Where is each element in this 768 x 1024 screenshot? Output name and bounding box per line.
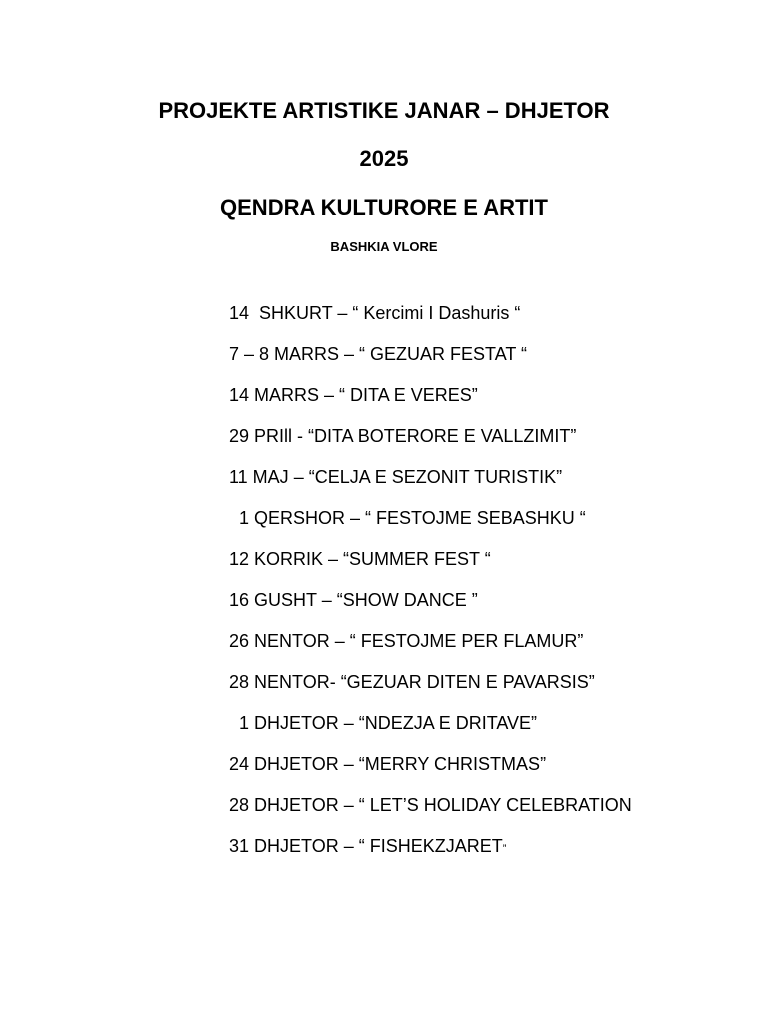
event-item: 12 KORRIK – “SUMMER FEST “ — [229, 549, 491, 569]
event-item: 26 NENTOR – “ FESTOJME PER FLAMUR” — [229, 631, 584, 651]
event-item: 16 GUSHT – “SHOW DANCE ” — [229, 590, 478, 610]
event-item: 28 DHJETOR – “ LET’S HOLIDAY CELEBRATION — [229, 795, 632, 815]
event-item: 14 MARRS – “ DITA E VERES” — [229, 385, 478, 405]
event-item: 14 SHKURT – “ Kercimi I Dashuris “ — [229, 303, 521, 323]
event-item: 1 QERSHOR – “ FESTOJME SEBASHKU “ — [229, 508, 586, 528]
event-item-text: 31 DHJETOR – “ FISHEKZJARET — [229, 836, 503, 856]
event-item-last — [229, 835, 632, 876]
closing-quote: ” — [502, 843, 507, 855]
event-item: 24 DHJETOR – “MERRY CHRISTMAS” — [229, 754, 547, 774]
event-item: 1 DHJETOR – “NDEZJA E DRITAVE” — [229, 713, 538, 733]
event-item: 29 PRIll - “DITA BOTERORE E VALLZIMIT” — [229, 426, 577, 446]
document-year: 2025 — [359, 146, 409, 171]
event-item: 28 NENTOR- “GEZUAR DITEN E PAVARSIS” — [229, 672, 595, 692]
document-title: PROJEKTE ARTISTIKE JANAR – DHJETOR — [158, 98, 610, 123]
municipality-subtitle: BASHKIA VLORE — [330, 239, 438, 254]
event-item: 11 MAJ – “CELJA E SEZONIT TURISTIK” — [229, 467, 563, 487]
organization-name: QENDRA KULTURORE E ARTIT — [220, 195, 548, 220]
events-list — [229, 302, 632, 876]
event-item: 7 – 8 MARRS – “ GEZUAR FESTAT “ — [229, 344, 528, 364]
